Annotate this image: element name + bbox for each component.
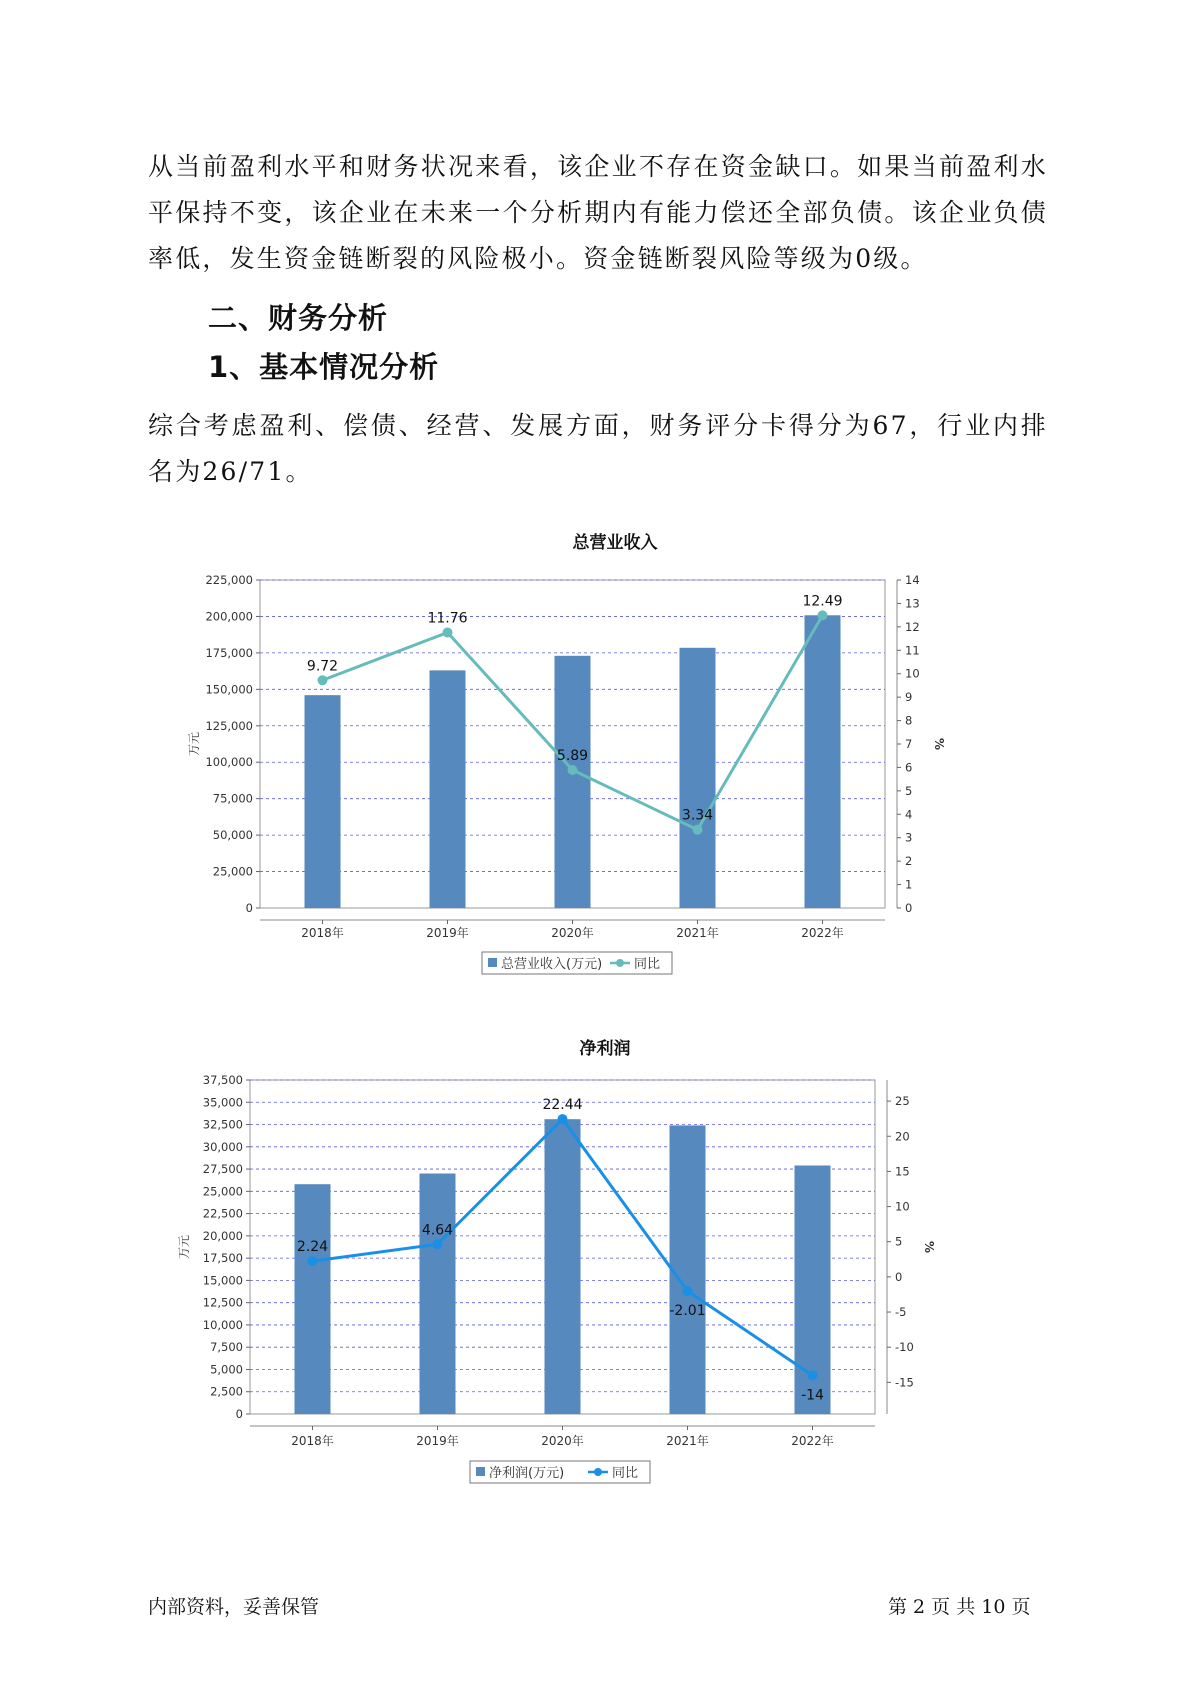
y-tick-label: 20,000 xyxy=(202,1228,243,1243)
y2-tick-label: 14 xyxy=(905,573,920,587)
y-tick-label: 22,500 xyxy=(202,1206,243,1221)
y-tick-label: 175,000 xyxy=(205,645,253,660)
footer-confidential: 内部资料，妥善保管 xyxy=(148,1596,320,1618)
y2-tick-label: -10 xyxy=(895,1340,914,1355)
y2-tick-label: -5 xyxy=(895,1305,907,1320)
y-tick-label: 12,500 xyxy=(202,1295,243,1310)
yoy-point xyxy=(433,1239,443,1249)
bar xyxy=(305,695,341,908)
yoy-point xyxy=(683,1286,693,1296)
y-tick-label: 32,500 xyxy=(202,1117,243,1132)
y2-tick-label: 6 xyxy=(905,760,913,775)
bar xyxy=(670,1125,706,1414)
y2-tick-label: 10 xyxy=(905,666,920,681)
x-tick-label: 2022年 xyxy=(801,926,844,940)
x-tick-label: 2020年 xyxy=(541,1434,584,1448)
y-tick-label: 100,000 xyxy=(205,755,253,770)
x-tick-label: 2021年 xyxy=(676,926,719,940)
chart-title-net-profit: 净利润 xyxy=(579,1039,631,1059)
net-profit-chart xyxy=(170,1062,990,1502)
legend-bar-label: 净利润(万元) xyxy=(489,1466,565,1481)
y-tick-label: 17,500 xyxy=(202,1251,243,1266)
y-axis-title: 万元 xyxy=(187,731,201,757)
y2-tick-label: 13 xyxy=(905,596,920,611)
x-tick-label: 2018年 xyxy=(301,926,344,940)
y2-tick-label: 11 xyxy=(905,643,920,658)
yoy-point xyxy=(808,1370,818,1380)
yoy-point xyxy=(558,1114,568,1124)
legend-line-label: 同比 xyxy=(612,1466,639,1481)
y-tick-label: 0 xyxy=(245,901,253,915)
legend-line-marker xyxy=(594,1468,602,1476)
yoy-point xyxy=(318,675,328,685)
x-tick-label: 2019年 xyxy=(426,926,469,940)
x-tick-label: 2022年 xyxy=(791,1434,834,1448)
y2-tick-label: 5 xyxy=(895,1234,903,1249)
legend-line-label: 同比 xyxy=(634,957,661,972)
y2-tick-label: 3 xyxy=(905,830,913,845)
y2-tick-label: 0 xyxy=(905,901,913,915)
x-tick-label: 2020年 xyxy=(551,926,594,940)
y-tick-label: 25,000 xyxy=(212,864,253,879)
paragraph-funding-gap: 从当前盈利水平和财务状况来看，该企业不存在资金缺口。如果当前盈利水平保持不变，该企业在未来一个分析期内有能力偿还全部负债。该企业负债率低，发生资金链断裂的风险极小。资金链断裂风险等级为0级。 xyxy=(148,152,1048,273)
y2-tick-label: 5 xyxy=(905,783,913,798)
y2-tick-label: 1 xyxy=(905,877,913,892)
y-tick-label: 27,500 xyxy=(202,1162,243,1177)
yoy-point xyxy=(818,610,828,620)
yoy-point xyxy=(443,627,453,637)
y2-tick-label: 0 xyxy=(895,1269,903,1284)
bar xyxy=(420,1174,456,1414)
yoy-data-label: 3.34 xyxy=(681,807,714,824)
y-tick-label: 35,000 xyxy=(202,1095,243,1110)
yoy-data-label: 9.72 xyxy=(306,658,339,675)
revenue-chart xyxy=(170,560,990,980)
x-tick-label: 2019年 xyxy=(416,1434,459,1448)
legend-bar-swatch xyxy=(488,958,497,967)
section-heading-financial-analysis: 二、财务分析 xyxy=(208,301,389,335)
y2-axis-title: % xyxy=(932,737,946,751)
yoy-data-label: 12.49 xyxy=(802,593,843,610)
yoy-point xyxy=(308,1256,318,1266)
yoy-point xyxy=(568,765,578,775)
footer-page-number: 第 2 页 共 10 页 xyxy=(888,1596,1031,1618)
x-tick-label: 2018年 xyxy=(291,1434,334,1448)
yoy-data-label: 5.89 xyxy=(556,748,589,765)
chart-title-revenue: 总营业收入 xyxy=(572,533,658,553)
y-tick-label: 37,500 xyxy=(202,1073,243,1087)
paragraph-scorecard: 综合考虑盈利、偿债、经营、发展方面，财务评分卡得分为67，行业内排名为26/71。 xyxy=(148,411,1048,486)
y2-tick-label: 15 xyxy=(895,1164,910,1179)
y2-tick-label: 12 xyxy=(905,619,920,634)
y-tick-label: 2,500 xyxy=(210,1384,243,1399)
y-tick-label: 225,000 xyxy=(205,573,253,587)
yoy-data-label: 11.76 xyxy=(427,610,468,627)
y-tick-label: 15,000 xyxy=(202,1273,243,1288)
y-tick-label: 125,000 xyxy=(205,718,253,733)
y-tick-label: 7,500 xyxy=(210,1340,243,1355)
bar xyxy=(555,656,591,908)
y-tick-label: 75,000 xyxy=(212,791,253,806)
y2-tick-label: 20 xyxy=(895,1129,910,1144)
yoy-data-label: -14 xyxy=(801,1387,824,1404)
y-tick-label: 25,000 xyxy=(202,1184,243,1199)
bar xyxy=(545,1119,581,1414)
y2-tick-label: 8 xyxy=(905,713,913,728)
subsection-heading-basic-analysis: 1、基本情况分析 xyxy=(208,350,440,384)
y-tick-label: 0 xyxy=(235,1407,243,1421)
y2-tick-label: 9 xyxy=(905,690,913,705)
legend-bar-label: 总营业收入(万元) xyxy=(501,957,603,972)
bar xyxy=(680,648,716,908)
y-tick-label: 50,000 xyxy=(212,828,253,843)
yoy-data-label: 2.24 xyxy=(296,1239,329,1256)
legend-line-marker xyxy=(616,959,624,967)
y-tick-label: 30,000 xyxy=(202,1139,243,1154)
y2-tick-label: -15 xyxy=(895,1375,914,1390)
y-tick-label: 10,000 xyxy=(202,1317,243,1332)
y2-axis-title: % xyxy=(922,1240,936,1254)
bar xyxy=(805,615,841,908)
y-axis-title: 万元 xyxy=(177,1234,191,1260)
y2-tick-label: 25 xyxy=(895,1094,910,1109)
y2-tick-label: 4 xyxy=(905,807,913,822)
yoy-data-label: -2.01 xyxy=(669,1303,706,1320)
bar xyxy=(430,670,466,908)
legend-bar-swatch xyxy=(476,1467,485,1476)
y-tick-label: 200,000 xyxy=(205,609,253,624)
y-tick-label: 5,000 xyxy=(210,1362,243,1377)
yoy-point xyxy=(693,825,703,835)
yoy-data-label: 4.64 xyxy=(421,1222,454,1239)
y2-tick-label: 10 xyxy=(895,1199,910,1214)
x-tick-label: 2021年 xyxy=(666,1434,709,1448)
y-tick-label: 150,000 xyxy=(205,682,253,697)
bar xyxy=(295,1184,331,1414)
y2-tick-label: 2 xyxy=(905,854,913,869)
yoy-data-label: 22.44 xyxy=(542,1097,583,1114)
y2-tick-label: 7 xyxy=(905,737,913,751)
